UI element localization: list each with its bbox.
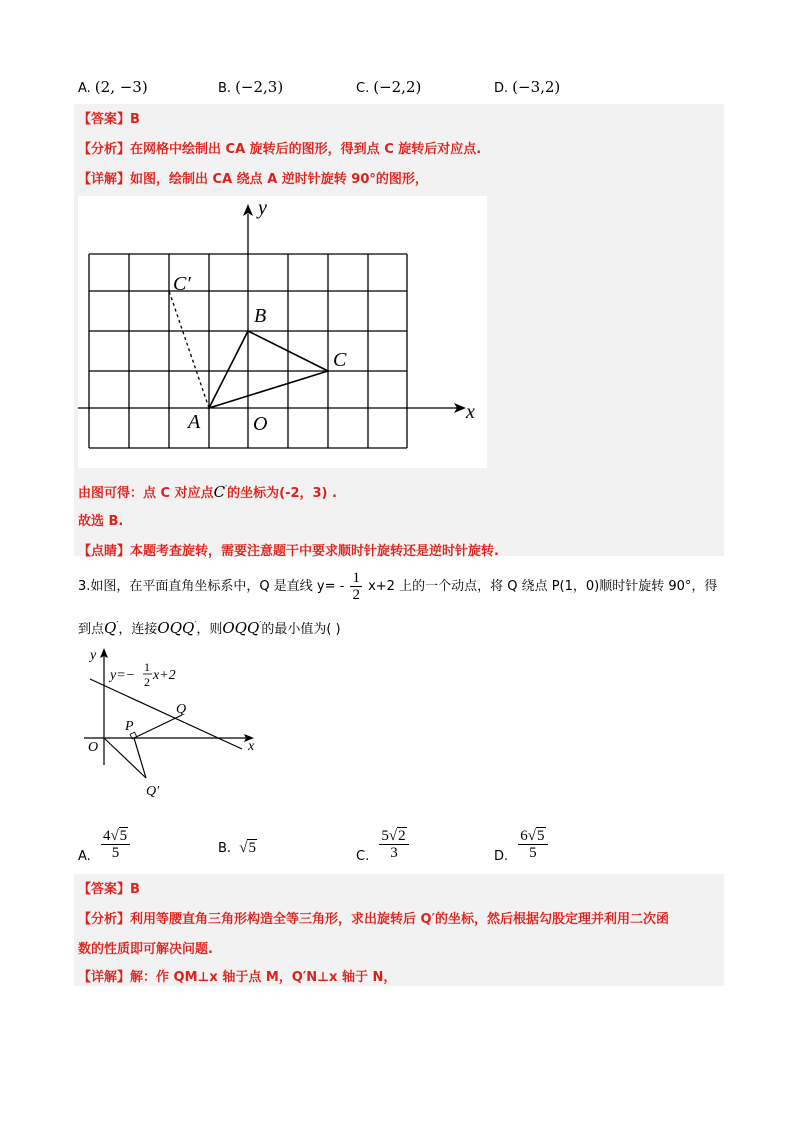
q3-option-c: C. $\frac{5√2}{3}$: [356, 828, 409, 861]
q3-option-d: D. $\frac{6√5}{5}$: [494, 828, 548, 861]
q3-detail: 【详解】解：作 QM⊥x 轴于点 M，Q′N⊥x 轴于 N，: [78, 970, 397, 985]
q3-figure: [82, 645, 272, 800]
label-o: O: [253, 413, 268, 435]
label-a: A: [188, 411, 201, 433]
q2-option-a: A. (2, −3): [78, 78, 148, 96]
q2-conclusion: 由图可得：点 C 对应点C′的坐标为(-2，3) .: [78, 483, 337, 501]
label-eq-den: 2: [144, 675, 150, 689]
q3-analysis-2: 数的性质即可解决问题.: [78, 942, 213, 957]
q2-option-c: C. (−2,2): [356, 78, 422, 96]
label-q: Q: [176, 702, 187, 717]
q3-stem-line2: 到点Q′，连接OQQ′，则OQQ′的最小值为( ): [78, 619, 341, 637]
q3-option-b: B. √5: [218, 840, 256, 856]
label-x: x: [466, 401, 475, 423]
q3-answer: 【答案】B: [78, 882, 140, 897]
q3-option-a: A. $\frac{4√5}{5}$: [78, 828, 130, 861]
label-eq-post: x+2: [153, 668, 176, 683]
label-eq-num: 1: [144, 660, 150, 674]
label-eq-pre: y=−: [110, 668, 136, 683]
label-c: C: [333, 349, 347, 371]
label-p: P: [125, 719, 134, 734]
q2-detail: 【详解】如图，绘制出 CA 绕点 A 逆时针旋转 90°的图形，: [78, 172, 428, 187]
q2-analysis: 【分析】在网格中绘制出 CA 旋转后的图形，得到点 C 旋转后对应点.: [78, 142, 482, 157]
q2-option-b: B. (−2,3): [218, 78, 284, 96]
label-y: y: [258, 197, 267, 219]
q3-stem-fraction: $\frac{1}{2}$: [352, 570, 360, 603]
label-b: B: [254, 305, 267, 327]
q2-comment: 【点睛】本题考查旋转，需要注意题干中要求顺时针旋转还是逆时针旋转.: [78, 544, 499, 559]
q3-options: [78, 828, 778, 868]
q2-grid-figure: [78, 196, 487, 468]
label-qprime: Q′: [146, 784, 160, 799]
label-cprime: C′: [173, 273, 191, 295]
q2-answer: 【答案】B: [78, 112, 140, 127]
segment-pq: [134, 715, 182, 738]
q3-analysis-1: 【分析】利用等腰直角三角形构造全等三角形，求出旋转后 Q′的坐标，然后根据勾股定理并利用二次函: [78, 912, 670, 927]
label-x: x: [248, 739, 255, 754]
q2-option-d: D. (−3,2): [494, 78, 561, 96]
label-y: y: [90, 648, 97, 663]
q2-options: [78, 78, 778, 98]
q2-choose: 故选 B.: [78, 514, 124, 529]
q3-stem-line1: 3.如图，在平面直角坐标系中，Q 是直线 y= - $\frac{1}{2}$ x+2 上的一个动点，将 Q 绕点 P(1，0)顺时针旋转 90°，得: [78, 570, 718, 603]
label-o: O: [88, 740, 99, 755]
